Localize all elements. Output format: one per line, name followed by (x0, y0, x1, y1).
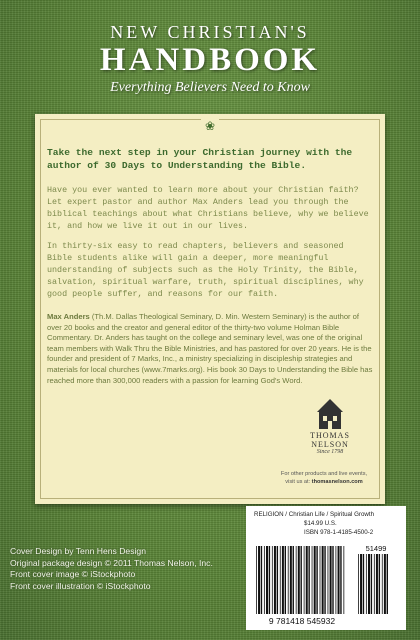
barcode-bar (269, 546, 270, 614)
barcode-bar (272, 546, 273, 614)
barcode-bar (338, 546, 340, 614)
isbn-barcode (250, 544, 402, 626)
barcode-bar (256, 546, 257, 614)
author-name: Max Anders (47, 312, 90, 321)
barcode-bar (258, 546, 260, 614)
barcode-bar (296, 546, 297, 614)
barcode-bar (328, 546, 329, 614)
publisher-since: Since 1798 (316, 449, 344, 455)
barcode-bar (316, 546, 317, 614)
barcode-bar (266, 546, 268, 614)
visit-line-2-prefix: visit us at: (285, 479, 312, 485)
barcode-bar (332, 546, 333, 614)
barcode-bar (343, 546, 344, 614)
isbn-label: ISBN 978-1-4185-4500-2 (304, 529, 374, 536)
barcode-bar (366, 554, 367, 614)
title-overline: NEW CHRISTIAN'S (110, 22, 310, 42)
credit-line-1: Cover Design by Tenn Hens Design (10, 546, 146, 556)
barcode-bar (298, 546, 300, 614)
barcode-bar (301, 546, 302, 614)
barcode-bar (376, 554, 378, 614)
lead-text: Take the next step in your Christian journey with the author of 30 Days to Understanding the Bible. (47, 147, 353, 171)
barcode-bar (274, 546, 276, 614)
publisher-url: thomasnelson.com (311, 479, 363, 485)
barcode-bar (306, 546, 308, 614)
barcode-bar (314, 546, 316, 614)
barcode-bars-addon (358, 554, 388, 614)
barcode-bar (261, 546, 262, 614)
house-logo-icon (317, 397, 343, 429)
barcode-bar (340, 546, 341, 614)
barcode-bar (363, 554, 364, 614)
barcode-bars-main (256, 546, 344, 614)
credit-line-3: Front cover image © iStockphoto (10, 569, 136, 579)
barcode-bar (304, 546, 305, 614)
book-subtitle: Everything Believers Need to Know (110, 80, 310, 95)
description-paragraph-2: In thirty-six easy to read chapters, believers and seasoned Bible students alike will gain a deeper, more meaningful understanding of subjects such as the Holy Trinity, the Bible, salvation, spiritual warfare, truth, spiritual disciplines, why good people suffer, and reasons for our faith. (47, 241, 364, 299)
barcode-bar (308, 546, 309, 614)
barcode-bar (290, 546, 292, 614)
barcode-bar (387, 554, 388, 614)
description-panel (35, 114, 385, 504)
barcode-bar (384, 554, 386, 614)
barcode-bar (374, 554, 375, 614)
barcode-bar (312, 546, 313, 614)
barcode-bar (368, 554, 370, 614)
barcode-bar (322, 546, 324, 614)
category-label: RELIGION / Christian Life / Spiritual Growth (254, 511, 375, 518)
credit-line-2: Original package design © 2011 Thomas Nelson, Inc. (10, 557, 213, 568)
publisher-name: THOMAS NELSON (310, 431, 350, 449)
price-label: $14.99 U.S. (304, 520, 337, 527)
ean-digits: 9 781418 545932 (268, 616, 336, 626)
barcode-bar (360, 554, 362, 614)
barcode-bar (282, 546, 284, 614)
barcode-bar (324, 546, 325, 614)
visit-line-1: For other products and live events, (280, 471, 368, 477)
barcode-bar (336, 546, 337, 614)
barcode-bar (382, 554, 383, 614)
barcode-box (246, 506, 406, 630)
barcode-bar (285, 546, 286, 614)
publisher-logo (290, 397, 370, 455)
barcode-bar (379, 554, 380, 614)
author-bio-text: (Th.M. Dallas Theological Seminary, D. Min. Western Seminary) is the author of over 20 books and the creator and general editor of the thirty-two volume Holman Bible Commentary. Dr. Anders has taught on the college and seminary level, was one of the original team members with Walk Thru the Bible Ministries, and has pastored for over 20 years. He is the founder and president of 7 Marks, Inc., a ministry specializing in discipleship strategies and materials for local churches (www.7marks.org). His book 30 Days to Understanding the Bible has reached more than 300,000 readers with a passion for learning God's Word. (47, 312, 373, 385)
barcode-bar (264, 546, 265, 614)
barcode-bar (358, 554, 359, 614)
author-bio (47, 312, 373, 386)
book-title: HANDBOOK (99, 42, 321, 78)
barcode-bar (330, 546, 332, 614)
addon-number: 51499 (365, 544, 387, 553)
barcode-bar (288, 546, 289, 614)
description-paragraph-1: Have you ever wanted to learn more about your Christian faith? Let expert pastor and author Max Anders lead you through the biblical teachings about what Christians believe, why we believe it, and how we live it out in our lives. (47, 185, 369, 231)
credit-line-4: Front cover illustration © iStockphoto (10, 580, 151, 591)
barcode-bar (280, 546, 281, 614)
barcode-bar (277, 546, 278, 614)
barcode-bar (371, 554, 372, 614)
cover-credits (10, 546, 250, 592)
fleur-ornament-icon: ❀ (201, 118, 219, 134)
publisher-visit-text (271, 470, 377, 486)
barcode-bar (320, 546, 321, 614)
barcode-bar (293, 546, 294, 614)
